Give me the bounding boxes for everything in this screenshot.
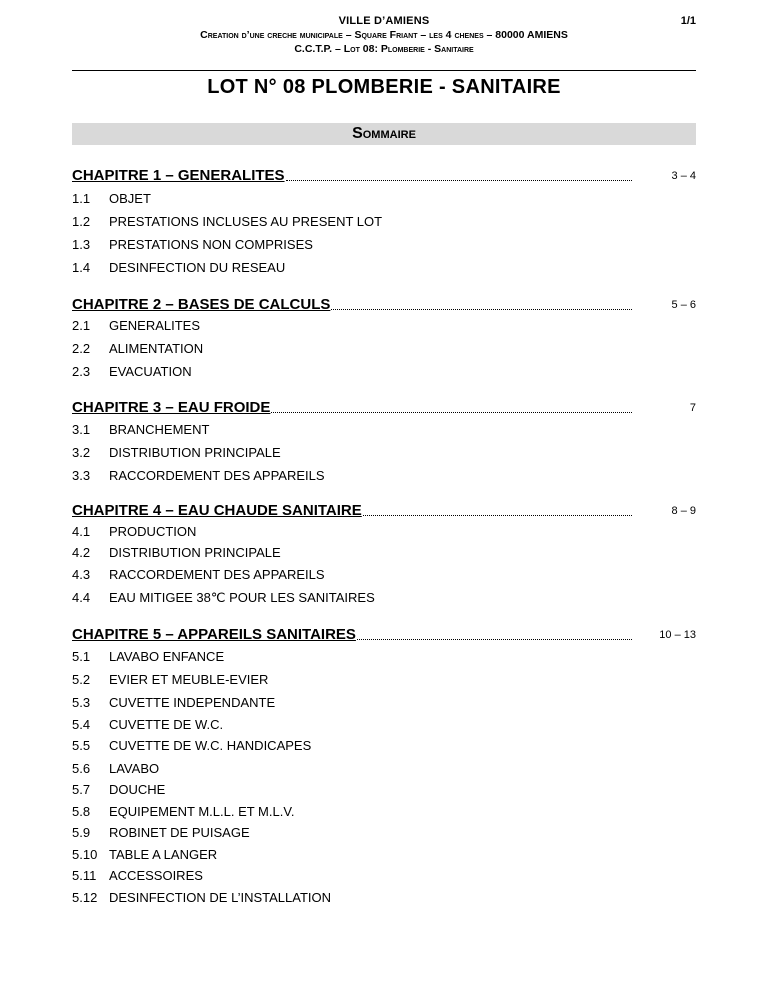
chapter-title: CHAPITRE 2 – BASES DE CALCULS bbox=[72, 296, 331, 313]
section-entry bbox=[72, 237, 696, 253]
section-label: LAVABO ENFANCE bbox=[109, 649, 225, 664]
sommaire-heading: Sommaire bbox=[72, 123, 696, 145]
chapter-pages: 8 – 9 bbox=[671, 505, 696, 517]
chapter-pages: 5 – 6 bbox=[671, 299, 696, 311]
section-label: CUVETTE DE W.C. bbox=[109, 717, 224, 732]
section-number: 5.2 bbox=[72, 672, 91, 687]
dot-leader bbox=[271, 411, 632, 413]
section-number: 5.6 bbox=[72, 761, 91, 776]
section-number: 1.1 bbox=[72, 191, 91, 206]
section-number: 5.4 bbox=[72, 717, 91, 732]
section-number: 1.3 bbox=[72, 237, 91, 252]
section-entry bbox=[72, 672, 696, 688]
section-entry bbox=[72, 445, 696, 461]
section-label: EVACUATION bbox=[109, 364, 192, 379]
chapter-entry bbox=[72, 624, 696, 644]
section-entry bbox=[72, 804, 696, 820]
section-entry bbox=[72, 318, 696, 334]
section-entry bbox=[72, 468, 696, 484]
section-label: ALIMENTATION bbox=[109, 341, 204, 356]
chapter-pages: 3 – 4 bbox=[671, 170, 696, 182]
section-entry bbox=[72, 260, 696, 276]
section-number: 5.7 bbox=[72, 782, 91, 797]
section-label: EVIER ET MEUBLE-EVIER bbox=[109, 672, 269, 687]
section-label: EAU MITIGEE 38℃ POUR LES SANITAIRES bbox=[109, 590, 375, 605]
section-label: PRESTATIONS INCLUSES AU PRESENT LOT bbox=[109, 214, 383, 229]
section-entry bbox=[72, 717, 696, 733]
section-entry bbox=[72, 214, 696, 230]
chapter-title: CHAPITRE 3 – EAU FROIDE bbox=[72, 399, 271, 416]
section-label: DISTRIBUTION PRINCIPALE bbox=[109, 445, 281, 460]
section-number: 5.5 bbox=[72, 738, 91, 753]
section-label: DOUCHE bbox=[109, 782, 166, 797]
section-label: OBJET bbox=[109, 191, 151, 206]
section-entry bbox=[72, 847, 696, 863]
section-number: 3.1 bbox=[72, 422, 91, 437]
section-entry bbox=[72, 782, 696, 798]
header-lot-ref: C.C.T.P. – Lot 08: Plomberie - Sanitaire bbox=[294, 43, 474, 55]
section-entry bbox=[72, 590, 696, 606]
section-number: 3.3 bbox=[72, 468, 91, 483]
section-number: 5.12 bbox=[72, 890, 98, 905]
section-entry bbox=[72, 868, 696, 884]
section-label: ACCESSOIRES bbox=[109, 868, 203, 883]
section-label: DESINFECTION DU RESEAU bbox=[109, 260, 286, 275]
page-title: LOT N° 08 PLOMBERIE - SANITAIRE bbox=[207, 76, 561, 98]
section-entry bbox=[72, 761, 696, 777]
section-label: CUVETTE DE W.C. HANDICAPES bbox=[109, 738, 312, 753]
header-divider bbox=[72, 70, 696, 71]
section-label: ROBINET DE PUISAGE bbox=[109, 825, 250, 840]
chapter-entry bbox=[72, 294, 696, 314]
dot-leader bbox=[286, 179, 632, 181]
section-entry bbox=[72, 364, 696, 380]
section-label: BRANCHEMENT bbox=[109, 422, 210, 437]
section-entry bbox=[72, 890, 696, 906]
header-city: VILLE D’AMIENS bbox=[338, 15, 430, 27]
section-number: 1.2 bbox=[72, 214, 91, 229]
section-number: 5.3 bbox=[72, 695, 91, 710]
chapter-entry bbox=[72, 397, 696, 417]
section-number: 1.4 bbox=[72, 260, 91, 275]
chapter-title: CHAPITRE 4 – EAU CHAUDE SANITAIRE bbox=[72, 502, 362, 519]
section-number: 5.1 bbox=[72, 649, 91, 664]
chapter-entry bbox=[72, 500, 696, 520]
section-number: 5.9 bbox=[72, 825, 91, 840]
dot-leader bbox=[363, 514, 632, 516]
section-entry bbox=[72, 695, 696, 711]
section-number: 4.1 bbox=[72, 524, 91, 539]
section-entry bbox=[72, 738, 696, 754]
chapter-pages: 7 bbox=[689, 402, 696, 414]
section-label: RACCORDEMENT DES APPAREILS bbox=[109, 468, 325, 483]
section-label: GENERALITES bbox=[109, 318, 201, 333]
section-label: DESINFECTION DE L’INSTALLATION bbox=[109, 890, 332, 905]
section-number: 2.3 bbox=[72, 364, 91, 379]
section-number: 4.3 bbox=[72, 567, 91, 582]
section-number: 3.2 bbox=[72, 445, 91, 460]
page-number: 1/1 bbox=[680, 15, 696, 27]
section-number: 2.1 bbox=[72, 318, 91, 333]
section-entry bbox=[72, 825, 696, 841]
section-number: 5.11 bbox=[72, 868, 97, 883]
section-number: 5.8 bbox=[72, 804, 91, 819]
section-label: RACCORDEMENT DES APPAREILS bbox=[109, 567, 325, 582]
section-entry bbox=[72, 524, 696, 540]
section-entry bbox=[72, 649, 696, 665]
section-entry bbox=[72, 422, 696, 438]
section-number: 4.2 bbox=[72, 545, 91, 560]
section-entry bbox=[72, 567, 696, 583]
section-label: TABLE A LANGER bbox=[109, 847, 218, 862]
chapter-title: CHAPITRE 5 – APPAREILS SANITAIRES bbox=[72, 626, 356, 643]
dot-leader bbox=[357, 638, 632, 640]
section-label: LAVABO bbox=[109, 761, 160, 776]
section-label: PRESTATIONS NON COMPRISES bbox=[109, 237, 313, 252]
section-label: EQUIPEMENT M.L.L. ET M.L.V. bbox=[109, 804, 295, 819]
section-label: CUVETTE INDEPENDANTE bbox=[109, 695, 276, 710]
section-label: PRODUCTION bbox=[109, 524, 197, 539]
section-label: DISTRIBUTION PRINCIPALE bbox=[109, 545, 281, 560]
header-project: Creation d’une creche municipale – Square Friant – les 4 chenes – 80000 AMIENS bbox=[200, 29, 568, 41]
chapter-entry bbox=[72, 165, 696, 185]
section-number: 2.2 bbox=[72, 341, 91, 356]
section-number: 5.10 bbox=[72, 847, 98, 862]
dot-leader bbox=[331, 308, 632, 310]
section-entry bbox=[72, 545, 696, 561]
section-number: 4.4 bbox=[72, 590, 91, 605]
section-entry bbox=[72, 341, 696, 357]
section-entry bbox=[72, 191, 696, 207]
chapter-pages: 10 – 13 bbox=[659, 629, 696, 641]
chapter-title: CHAPITRE 1 – GENERALITES bbox=[72, 167, 285, 184]
